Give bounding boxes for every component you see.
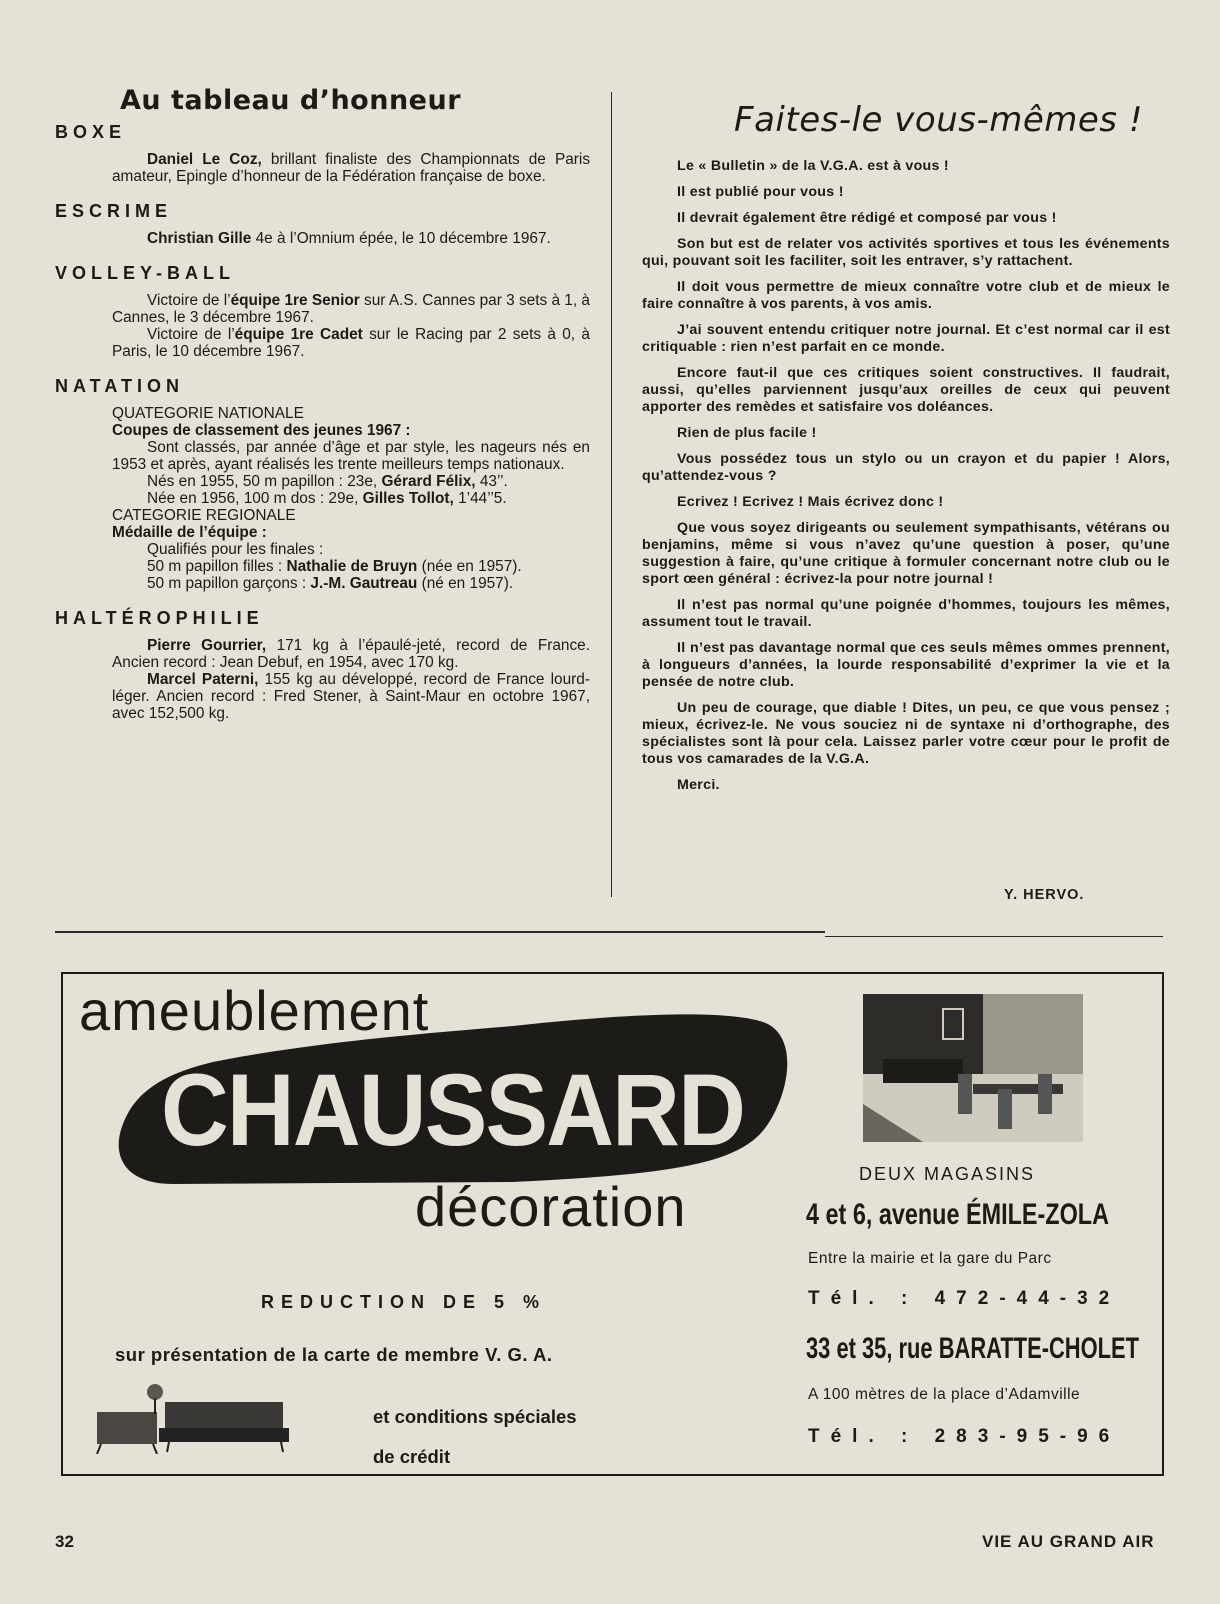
- section-boxe: [55, 122, 590, 185]
- column-divider: [611, 92, 612, 897]
- boxe-text: [112, 151, 590, 185]
- athlete-name: Gérard Félix,: [381, 473, 476, 490]
- location-1: Entre la mairie et la gare du Parc: [808, 1250, 1052, 1267]
- magazine-name: VIE AU GRAND AIR: [982, 1532, 1155, 1551]
- armchair: [97, 1412, 157, 1444]
- athlete-name: Nathalie de Bruyn: [286, 558, 418, 575]
- section-rule: [825, 936, 1163, 937]
- editorial-paragraph: Un peu de courage, que diable ! Dites, un peu, ce que vous pensez ; mieux, écrivez-le. Ne vous souciez ni de syntaxe ni d’orthographe, des spécialistes sont là pour cela. Laissez parler votre cœur pour le profit de tous vos camarades de la V.G.A.: [642, 700, 1170, 767]
- editorial-paragraph: J’ai souvent entendu critiquer notre journal. Et c’est normal car il est critiquable : rien n’est parfait en ce monde.: [642, 322, 1170, 355]
- chair-leg: [97, 1444, 101, 1454]
- editorial-paragraph: Vous possédez tous un stylo ou un crayon et du papier ! Alors, qu’attendez-vous ?: [642, 451, 1170, 484]
- sofa-leg: [281, 1442, 283, 1452]
- section-heading: BOXE: [55, 122, 127, 142]
- editorial-paragraph: Son but est de relater vos activités sportives et tous les événements qui, pouvant soit les faciliter, soit les entraver, s’y rattachent.: [642, 236, 1170, 269]
- section-heading: NATATION: [55, 376, 184, 396]
- address-2: 33 et 35, rue BARATTE-CHOLET: [806, 1332, 1140, 1365]
- conditions-text: et conditions spéciales: [373, 1406, 577, 1427]
- page-number: 32: [55, 1532, 74, 1551]
- two-stores-label: DEUX MAGASINS: [859, 1164, 1036, 1184]
- result-1956: [112, 490, 590, 507]
- editorial-title: Faites-le vous-mêmes !: [734, 100, 1143, 140]
- credit-text: de crédit: [373, 1446, 451, 1467]
- editorial-paragraph: Il doit vous permettre de mieux connaître votre club et de mieux le faire connaître à vos parents, à vos amis.: [642, 279, 1170, 312]
- sofa-seat: [159, 1428, 289, 1442]
- text: (né en 1957).: [417, 575, 514, 592]
- athlete-name: Pierre Gourrier,: [147, 637, 267, 654]
- athlete-name: Daniel Le Coz,: [147, 151, 262, 168]
- section-volley: [55, 263, 590, 360]
- signature: Y. HERVO.: [1004, 887, 1085, 903]
- chaussard-advertisement: [61, 972, 1164, 1476]
- athlete-name: J.-M. Gautreau: [310, 575, 418, 592]
- section-rule: [55, 931, 825, 933]
- location-2: A 100 mètres de la place d’Adamville: [808, 1386, 1081, 1403]
- honor-roll-column: [55, 85, 590, 738]
- editorial-paragraph: Ecrivez ! Ecrivez ! Mais écrivez donc !: [677, 494, 944, 510]
- editorial-paragraph: Encore faut-il que ces critiques soient constructives. Il faudrait, aussi, qu’elles parviennent jusqu’aux oreilles de ceux qui peuvent apporter des remèdes et satisfaire vos doléances.: [642, 365, 1170, 415]
- editorial-paragraph: Il devrait également être rédigé et composé par vous !: [677, 210, 1057, 226]
- address-1: 4 et 6, avenue ÉMILE-ZOLA: [806, 1198, 1109, 1231]
- chair: [998, 1089, 1012, 1129]
- result-text: 4e à l’Omnium épée, le 10 décembre 1967.: [251, 230, 551, 247]
- team-name: équipe 1re Senior: [230, 292, 360, 309]
- text: sur A.S. Cannes par 3 sets à 1, à Cannes, le 3 décembre 1967.: [112, 292, 590, 326]
- editorial-paragraph: Le « Bulletin » de la V.G.A. est à vous !: [677, 158, 949, 174]
- text: Victoire de l’: [147, 326, 235, 343]
- dining-room-illustration: [863, 994, 1083, 1142]
- phone-1: Tél. : 472-44-32: [808, 1288, 1121, 1309]
- final-girls: [112, 558, 590, 575]
- halt-text-2: [112, 671, 590, 722]
- phone-2: Tél. : 283-95-96: [808, 1426, 1121, 1447]
- text: 50 m papillon filles :: [147, 558, 287, 575]
- sofa-illustration: [93, 1382, 293, 1454]
- halt-text-1: [112, 637, 590, 671]
- text: (née en 1957).: [417, 558, 522, 575]
- text: Victoire de l’: [147, 292, 231, 309]
- editorial-column: [642, 100, 1170, 803]
- chair: [1038, 1074, 1052, 1114]
- text: 43’’.: [475, 473, 508, 490]
- athlete-name: Marcel Paterni,: [147, 671, 259, 688]
- text: 171 kg à l’épaulé-jeté, record de France. Ancien record : Jean Debuf, en 1954, avec 170 kg.: [112, 637, 590, 671]
- brand-name: CHAUSSARD: [161, 1053, 745, 1167]
- athlete-name: Gilles Tollot,: [362, 490, 454, 507]
- text: 50 m papillon garçons :: [147, 575, 311, 592]
- category-regional: CATEGORIE REGIONALE: [112, 507, 296, 524]
- qualifies-text: Qualifiés pour les finales :: [147, 541, 324, 558]
- volley-text-1: [112, 292, 590, 326]
- result-1955: [112, 473, 590, 490]
- category-national: QUATEGORIE NATIONALE: [112, 405, 304, 422]
- team-name: équipe 1re Cadet: [234, 326, 363, 343]
- text: Née en 1956, 100 m dos : 29e,: [147, 490, 363, 507]
- sofa-leg: [167, 1442, 169, 1452]
- text: sur le Racing par 2 sets à 0, à Paris, le 10 décembre 1967.: [112, 326, 590, 360]
- editorial-paragraph: Il n’est pas davantage normal que ces seuls mêmes ommes prennent, à longueurs d’années, la lourde responsabilité d’exprimer la vie et la pensée de notre club.: [642, 640, 1170, 690]
- section-halterophilie: [55, 608, 590, 722]
- section-heading: ESCRIME: [55, 201, 173, 221]
- medaille-heading: Médaille de l’équipe :: [112, 524, 267, 541]
- ameublement-word: ameublement: [79, 979, 430, 1042]
- editorial-paragraph: Il n’est pas normal qu’une poignée d’hommes, toujours les mêmes, assument tout le travail.: [642, 597, 1170, 630]
- editorial-paragraph: Merci.: [677, 777, 720, 793]
- chair-leg: [153, 1444, 157, 1454]
- text: 1’44’’5.: [453, 490, 507, 507]
- coupes-heading: Coupes de classement des jeunes 1967 :: [112, 422, 411, 439]
- result-text: brillant finaliste des Championnats de Paris amateur, Epingle d’honneur de la Fédération française de boxe.: [112, 151, 591, 185]
- escrime-text: [112, 230, 590, 247]
- section-escrime: [55, 201, 590, 247]
- sideboard: [883, 1059, 963, 1083]
- decoration-word: décoration: [415, 1175, 687, 1238]
- text: Nés en 1955, 50 m papillon : 23e,: [147, 473, 382, 490]
- window: [983, 994, 1083, 1074]
- volley-text-2: [112, 326, 590, 360]
- classement-text: Sont classés, par année d’âge et par style, les nageurs nés en 1953 et après, ayant réalisés les trente meilleurs temps nationaux.: [112, 439, 590, 473]
- section-natation: [55, 376, 590, 592]
- reduction-text: REDUCTION DE 5 %: [261, 1292, 547, 1312]
- text: 155 kg au développé, record de France lourd-léger. Ancien record : Fred Stener, à Saint-Maur en octobre 1967, avec 152,500 kg.: [112, 671, 590, 722]
- presentation-text: sur présentation de la carte de membre V. G. A.: [115, 1344, 553, 1365]
- editorial-paragraph: Rien de plus facile !: [677, 425, 817, 441]
- athlete-name: Christian Gille: [147, 230, 252, 247]
- chair: [958, 1074, 972, 1114]
- section-heading: VOLLEY-BALL: [55, 263, 235, 283]
- final-boys: [112, 575, 590, 592]
- plant: [147, 1384, 163, 1400]
- editorial-paragraph: Que vous soyez dirigeants ou seulement sympathisants, vétérans ou benjamins, même si vous n’avez qu’une question à poser, qu’une suggestion à faire, qu’une critique à formuler concernant notre club ou le sport œen général : écrivez-la pour notre journal !: [642, 520, 1170, 587]
- section-heading: HALTÉROPHILIE: [55, 608, 264, 628]
- editorial-paragraph: Il est publié pour vous !: [677, 184, 844, 200]
- honor-roll-title: Au tableau d’honneur: [120, 85, 462, 116]
